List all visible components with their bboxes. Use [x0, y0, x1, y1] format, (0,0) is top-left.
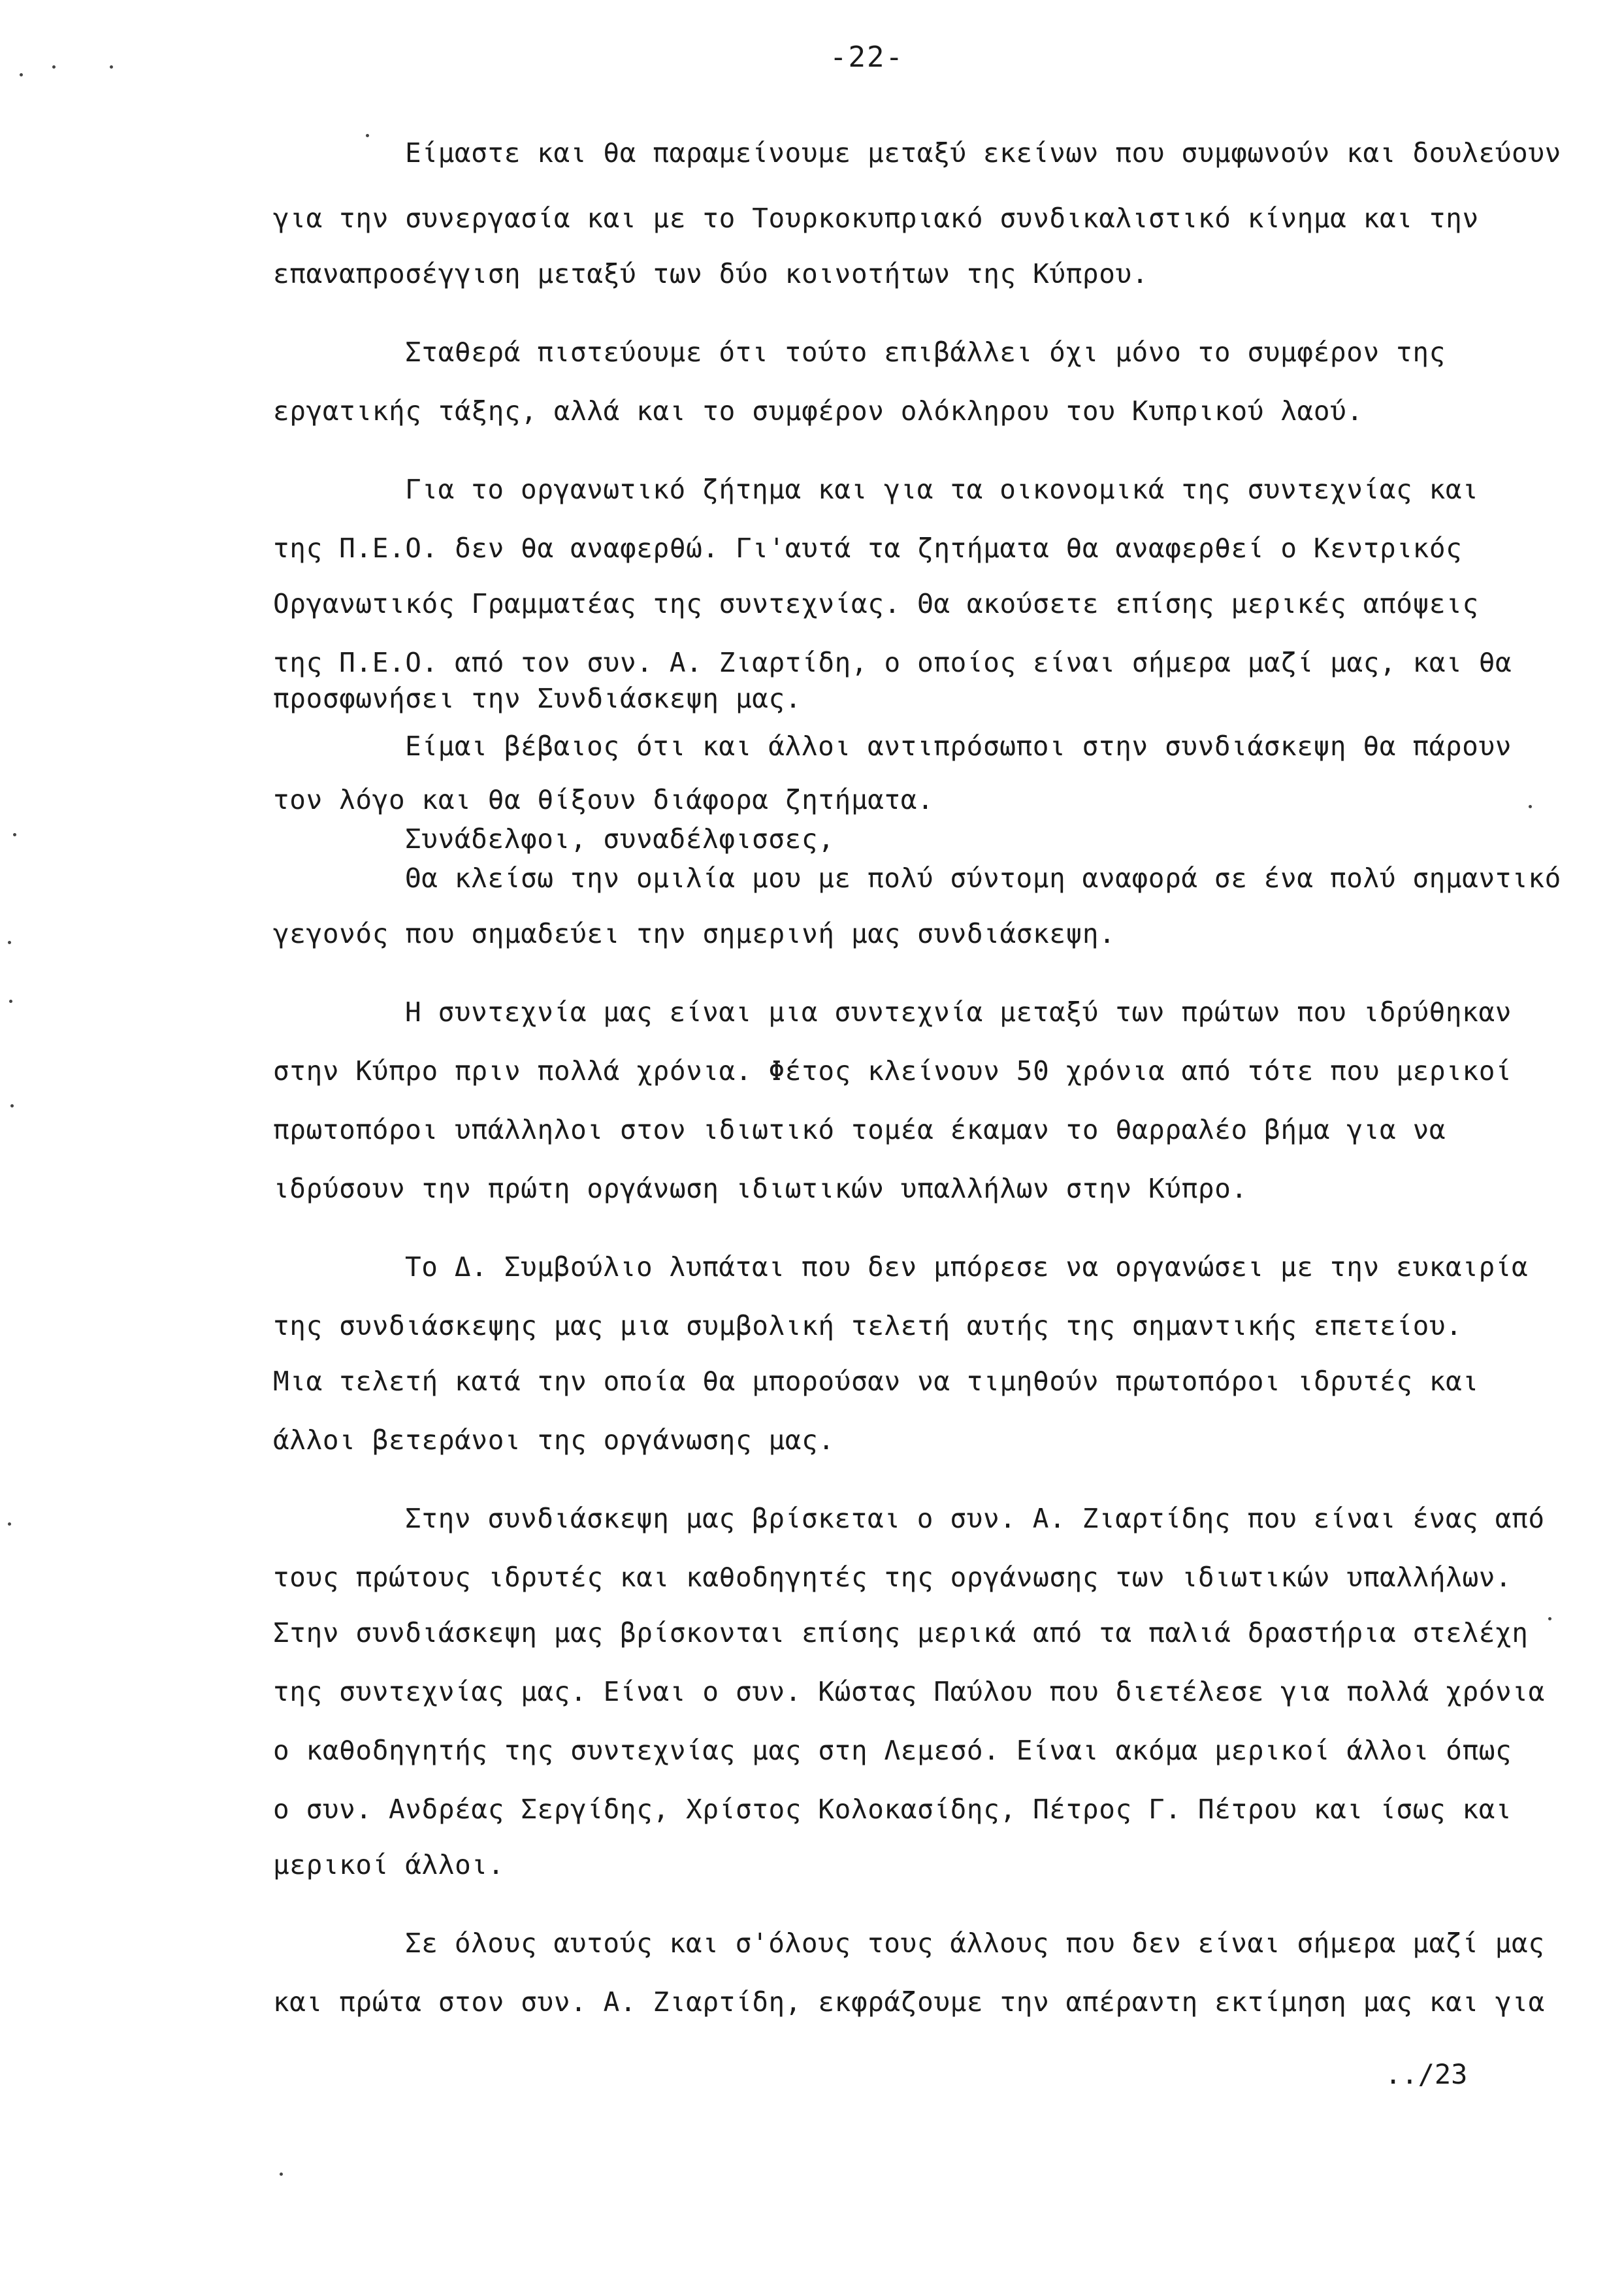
text-line: άλλοι βετεράνοι της οργάνωσης μας.	[273, 1424, 835, 1456]
text-line: Συνάδελφοι, συναδέλφισσες,	[405, 823, 835, 855]
text-line: Μια τελετή κατά την οποία θα μπορούσαν να τιμηθούν πρωτοπόροι ιδρυτές και	[273, 1366, 1479, 1397]
text-line: επαναπροσέγγιση μεταξύ των δύο κοινοτήτων της Κύπρου.	[273, 258, 1149, 289]
text-line: της συντεχνίας μας. Είναι ο συν. Κώστας Παύλου που διετέλεσε για πολλά χρόνια	[273, 1676, 1545, 1707]
text-line: και πρώτα στον συν. Α. Ζιαρτίδη, εκφράζουμε την απέραντη εκτίμηση μας και για	[273, 1986, 1545, 2018]
text-line: Σταθερά πιστεύουμε ότι τούτο επιβάλλει όχι μόνο το συμφέρον της	[405, 336, 1446, 368]
scan-speck	[10, 1104, 14, 1107]
text-line: γεγονός που σημαδεύει την σημερινή μας συνδιάσκεψη.	[273, 918, 1116, 949]
text-line: στην Κύπρο πριν πολλά χρόνια. Φέτος κλείνουν 50 χρόνια από τότε που μερικοί	[273, 1055, 1512, 1087]
text-line: Είμαστε και θα παραμείνουμε μεταξύ εκείνων που συμφωνούν και δουλεύουν	[405, 137, 1561, 169]
scan-speck	[8, 1522, 11, 1526]
text-line: της συνδιάσκεψης μας μια συμβολική τελετή αυτής της σημαντικής επετείου.	[273, 1310, 1463, 1341]
text-line: της Π.Ε.Ο. από τον συν. Α. Ζιαρτίδη, ο οποίος είναι σήμερα μαζί μας, και θα	[273, 647, 1512, 678]
scan-speck	[1529, 805, 1532, 808]
text-line: Η συντεχνία μας είναι μια συντεχνία μεταξύ των πρώτων που ιδρύθηκαν	[405, 996, 1512, 1028]
scan-speck	[8, 941, 11, 944]
scan-speck	[110, 65, 113, 69]
text-line: Σε όλους αυτούς και σ'όλους τους άλλους που δεν είναι σήμερα μαζί μας	[405, 1927, 1545, 1959]
text-line: Θα κλείσω την ομιλία μου με πολύ σύντομη αναφορά σε ένα πολύ σημαντικό	[405, 862, 1561, 894]
text-line: ο συν. Ανδρέας Σεργίδης, Χρίστος Κολοκασίδης, Πέτρος Γ. Πέτρου και ίσως και	[273, 1794, 1512, 1825]
text-line: Είμαι βέβαιος ότι και άλλοι αντιπρόσωποι στην συνδιάσκεψη θα πάρουν	[405, 730, 1512, 762]
text-line: πρωτοπόροι υπάλληλοι στον ιδιωτικό τομέα έκαμαν το θαρραλέο βήμα για να	[273, 1114, 1446, 1145]
text-line: τον λόγο και θα θίξουν διάφορα ζητήματα.	[273, 784, 934, 815]
scan-speck	[13, 833, 16, 836]
text-line: για την συνεργασία και με το Τουρκοκυπριακό συνδικαλιστικό κίνημα και την	[273, 203, 1479, 234]
text-line: τους πρώτους ιδρυτές και καθοδηγητές της οργάνωσης των ιδιωτικών υπαλλήλων.	[273, 1562, 1512, 1593]
scan-speck	[1548, 1617, 1551, 1620]
scan-speck	[20, 73, 23, 76]
text-line: προσφωνήσει την Συνδιάσκεψη μας.	[273, 683, 802, 714]
text-line: Οργανωτικός Γραμματέας της συντεχνίας. Θα ακούσετε επίσης μερικές απόψεις	[273, 588, 1479, 619]
text-line: Στην συνδιάσκεψη μας βρίσκεται ο συν. Α. Ζιαρτίδης που είναι ένας από	[405, 1503, 1545, 1534]
text-line: ο καθοδηγητής της συντεχνίας μας στη Λεμεσό. Είναι ακόμα μερικοί άλλοι όπως	[273, 1735, 1512, 1766]
text-line: εργατικής τάξης, αλλά και το συμφέρον ολόκληρου του Κυπρικού λαού.	[273, 395, 1363, 427]
continuation-marker: ../23	[1385, 2058, 1468, 2090]
scan-speck	[366, 134, 369, 137]
page-number: -22-	[830, 41, 904, 74]
scan-speck	[280, 2173, 283, 2176]
scan-speck	[9, 1000, 12, 1003]
scan-speck	[52, 65, 56, 69]
text-line: Στην συνδιάσκεψη μας βρίσκονται επίσης μερικά από τα παλιά δραστήρια στελέχη	[273, 1617, 1529, 1648]
text-line: ιδρύσουν την πρώτη οργάνωση ιδιωτικών υπαλλήλων στην Κύπρο.	[273, 1173, 1248, 1204]
text-line: μερικοί άλλοι.	[273, 1849, 504, 1880]
text-line: Το Δ. Συμβούλιο λυπάται που δεν μπόρεσε να οργανώσει με την ευκαιρία	[405, 1251, 1529, 1283]
text-line: Για το οργανωτικό ζήτημα και για τα οικονομικά της συντεχνίας και	[405, 474, 1479, 505]
text-line: της Π.Ε.Ο. δεν θα αναφερθώ. Γι'αυτά τα ζητήματα θα αναφερθεί ο Κεντρικός	[273, 533, 1463, 564]
